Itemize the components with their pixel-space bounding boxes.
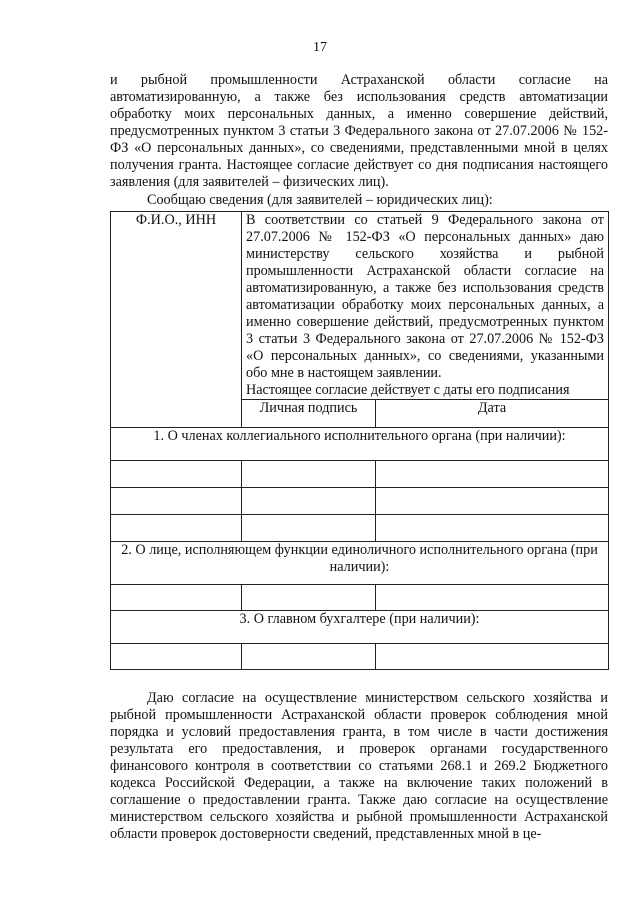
section-chief-accountant: 3. О главном бухгалтере (при наличии): — [111, 611, 609, 644]
blank-cell[interactable] — [242, 461, 376, 488]
blank-cell[interactable] — [111, 585, 242, 611]
inspection-consent-paragraph: Даю согласие на осуществление министерством сельского хозяйства и рыбной промышленности Астраханской области проверок соблюдения мной порядка и условий предоставления гранта, в том числе в части достижения результата его предоставления, и проверок органами государственного финансового контроля в соответствии со статьями 268.1 и 269.2 Бюджетного кодекса Российской Федерации, а также на включение таких положений в соглашение о предоставлении гранта. Также даю согласие на осуществление министерством сельского хозяйства и рыбной промышленности Астраханской области проверок достоверности сведений, представленных мной в це- — [110, 690, 608, 842]
section-row — [111, 611, 609, 644]
section-sole-executive: 2. О лице, исполняющем функции единоличного исполнительного органа (при наличии): — [111, 542, 609, 585]
legal-entities-intro: Сообщаю сведения (для заявителей – юридических лиц): — [147, 192, 493, 208]
page-number: 17 — [313, 40, 327, 55]
blank-cell[interactable] — [376, 585, 609, 611]
table-row — [111, 644, 609, 670]
section-row — [111, 428, 609, 461]
section-row — [111, 542, 609, 585]
table-row — [111, 488, 609, 515]
table-row — [111, 461, 609, 488]
blank-cell[interactable] — [111, 644, 242, 670]
personal-data-consent-text: В соответствии со статьей 9 Федерального закона от 27.07.2006 № 152-ФЗ «О персональных данных» даю министерству сельского хозяйства и рыбной промышленности Астраханской области согласие на автоматизированную, а также без использования средств автоматизации обработку моих персональных данных, а именно совершение действий, предусмотренных пунктом 3 статьи 3 Федерального закона от 27.07.2006 № 152-ФЗ «О персональных данных», со сведениями, указанными обо мне в настоящем заявлении. — [246, 212, 605, 381]
blank-cell[interactable] — [376, 488, 609, 515]
table-row — [111, 585, 609, 611]
blank-cell[interactable] — [242, 488, 376, 515]
signature-label: Личная подпись — [242, 400, 376, 428]
blank-cell[interactable] — [111, 461, 242, 488]
applicant-info-table — [110, 211, 609, 670]
blank-cell[interactable] — [376, 644, 609, 670]
personal-data-consent-cell — [242, 212, 609, 400]
blank-cell[interactable] — [242, 644, 376, 670]
table-row — [111, 515, 609, 542]
blank-cell[interactable] — [242, 515, 376, 542]
date-label: Дата — [376, 400, 609, 428]
consent-paragraph-individuals: и рыбной промышленности Астраханской области согласие на автоматизированную, а также без использования средств автоматизации обработку моих персональных данных, а именно совершение действий, предусмотренных пунктом 3 статьи 3 Федерального закона от 27.07.2006 № 152-ФЗ «О персональных данных», со сведениями, представленными мной в целях получения гранта. Настоящее согласие действует со дня подписания настоящего заявления (для заявителей – физических лиц). — [110, 72, 608, 190]
consent-row — [111, 212, 609, 400]
blank-cell[interactable] — [376, 461, 609, 488]
blank-cell[interactable] — [111, 488, 242, 515]
blank-cell[interactable] — [242, 585, 376, 611]
consent-validity-text: Настоящее согласие действует с даты его подписания — [246, 382, 570, 398]
blank-cell[interactable] — [376, 515, 609, 542]
section-collegial-body: 1. О членах коллегиального исполнительного органа (при наличии): — [111, 428, 609, 461]
blank-cell[interactable] — [111, 515, 242, 542]
fio-inn-label: Ф.И.О., ИНН — [111, 212, 242, 428]
